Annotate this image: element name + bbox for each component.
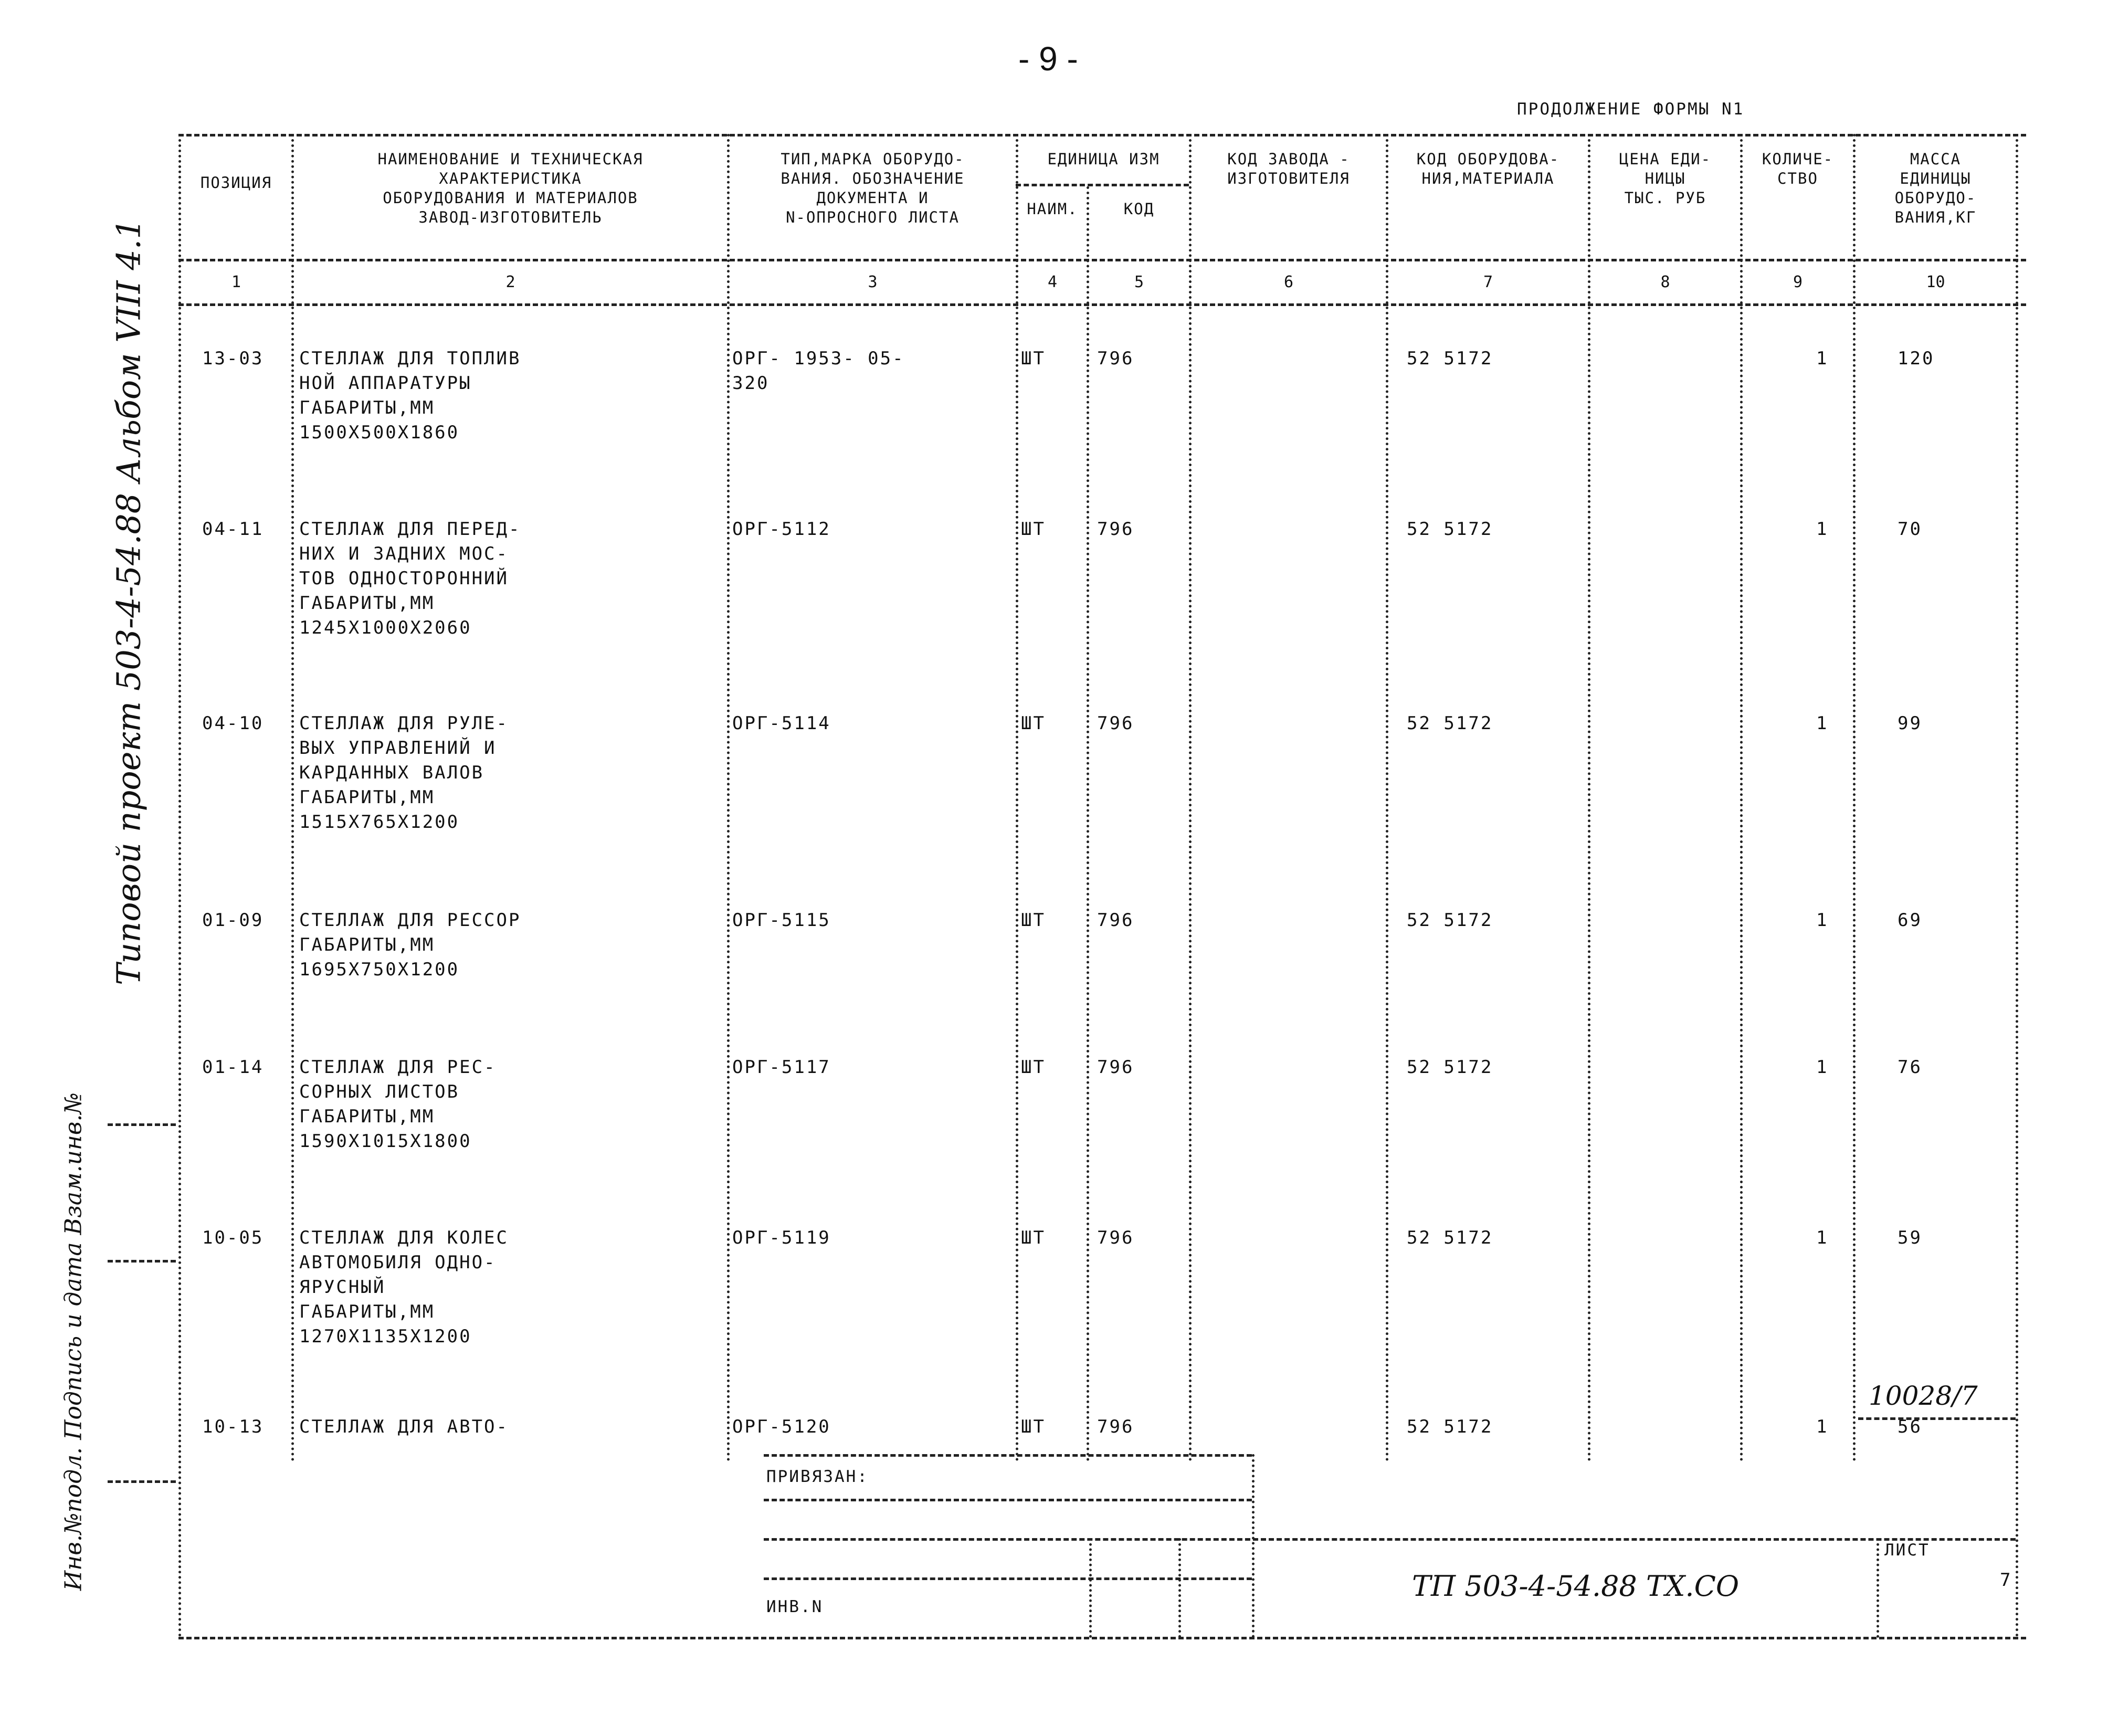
cell-name: СТЕЛЛАЖ ДЛЯ АВТО- xyxy=(299,1416,509,1437)
stamp-divider xyxy=(108,1260,176,1262)
col-border xyxy=(1386,134,1388,1462)
cell-name: СТЕЛЛАЖ ДЛЯ РУЛЕ- ВЫХ УПРАВЛЕНИЙ И КАРДАННЫХ ВАЛОВ ГАБАРИТЫ,ММ 1515X765X1200 xyxy=(299,713,509,833)
unit-subheader-rule xyxy=(1016,184,1189,186)
order-number: 10028/7 xyxy=(1869,1381,1978,1411)
cell-name: СТЕЛЛАЖ ДЛЯ РЕС- СОРНЫХ ЛИСТОВ ГАБАРИТЫ,ММ 1590X1015X1800 xyxy=(299,1057,497,1152)
column-number: 3 xyxy=(868,273,878,291)
cell-equipment-code: 52 5172 xyxy=(1407,519,1493,540)
column-number: 4 xyxy=(1047,273,1058,291)
cell-quantity: 1 xyxy=(1816,519,1829,540)
col-border xyxy=(2016,134,2018,1638)
cell-quantity: 1 xyxy=(1816,910,1829,931)
cell-mass: 99 xyxy=(1898,713,1922,734)
cell-unit-code: 796 xyxy=(1097,713,1134,734)
cell-unit: ШТ xyxy=(1021,1416,1046,1437)
cell-unit: ШТ xyxy=(1021,1057,1046,1078)
sheet-label: ЛИСТ xyxy=(1884,1541,1930,1560)
cell-type: ОРГ- 1953- 05- 320 xyxy=(732,348,905,394)
header-type: ТИП,МАРКА ОБОРУДО- ВАНИЯ. ОБОЗНАЧЕНИЕ ДОКУМЕНТА И N-ОПРОСНОГО ЛИСТА xyxy=(781,150,965,226)
header-unit: ЕДИНИЦА ИЗМ xyxy=(1047,150,1160,168)
header-factory-code: КОД ЗАВОДА - ИЗГОТОВИТЕЛЯ xyxy=(1227,150,1350,187)
document-code: ТП 503-4-54.88 ТХ.СО xyxy=(1412,1570,1740,1603)
header-name: НАИМЕНОВАНИЕ И ТЕХНИЧЕСКАЯ ХАРАКТЕРИСТИКА ОБОРУДОВАНИЯ И МАТЕРИАЛОВ ЗАВОД-ИЗГОТОВИТЕЛЬ xyxy=(377,150,644,226)
col-border xyxy=(1087,186,1089,1462)
title-block-border xyxy=(1252,1454,1255,1638)
cell-quantity: 1 xyxy=(1816,1416,1829,1437)
cell-quantity: 1 xyxy=(1816,713,1829,734)
cell-position: 13-03 xyxy=(202,348,264,369)
title-block-rule xyxy=(764,1454,1252,1457)
title-block-border xyxy=(1089,1538,1092,1638)
column-number: 2 xyxy=(505,273,515,291)
column-number: 8 xyxy=(1660,273,1670,291)
cell-position: 04-11 xyxy=(202,519,264,540)
cell-name: СТЕЛЛАЖ ДЛЯ КОЛЕС АВТОМОБИЛЯ ОДНО- ЯРУСНЫЙ ГАБАРИТЫ,ММ 1270X1135X1200 xyxy=(299,1227,509,1347)
cell-position: 10-13 xyxy=(202,1416,264,1437)
title-block-border xyxy=(1877,1538,1879,1638)
cell-unit: ШТ xyxy=(1021,713,1046,734)
cell-unit: ШТ xyxy=(1021,1227,1046,1248)
cell-name: СТЕЛЛАЖ ДЛЯ ПЕРЕД- НИХ И ЗАДНИХ МОС- ТОВ ОДНОСТОРОННИЙ ГАБАРИТЫ,ММ 1245X1000X2060 xyxy=(299,519,521,638)
rule-header-bottom xyxy=(178,259,2026,261)
cell-unit-code: 796 xyxy=(1097,348,1134,369)
header-unit-code: КОД xyxy=(1123,200,1155,218)
cell-type: ОРГ-5117 xyxy=(732,1057,831,1078)
cell-unit-code: 796 xyxy=(1097,1227,1134,1248)
cell-quantity: 1 xyxy=(1816,1227,1829,1248)
cell-type: ОРГ-5112 xyxy=(732,519,831,540)
cell-equipment-code: 52 5172 xyxy=(1407,348,1493,369)
column-number: 5 xyxy=(1134,273,1144,291)
header-price: ЦЕНА ЕДИ- НИЦЫ ТЫС. РУБ xyxy=(1619,150,1712,207)
cell-equipment-code: 52 5172 xyxy=(1407,1057,1493,1078)
sheet-number: 7 xyxy=(2000,1570,2011,1591)
column-number: 9 xyxy=(1793,273,1803,291)
cell-unit-code: 796 xyxy=(1097,519,1134,540)
cell-type: ОРГ-5119 xyxy=(732,1227,831,1248)
side-caption-area xyxy=(102,218,148,985)
cell-type: ОРГ-5114 xyxy=(732,713,831,734)
cell-mass: 70 xyxy=(1898,519,1922,540)
title-block-rule xyxy=(764,1499,1252,1501)
col-border xyxy=(1853,134,1856,1462)
cell-position: 01-14 xyxy=(202,1057,264,1078)
col-border xyxy=(1189,134,1192,1462)
inventory-label: ИНВ.N xyxy=(766,1597,824,1616)
rule-numbers-bottom xyxy=(178,303,2026,306)
col-border xyxy=(291,134,294,1462)
cell-unit: ШТ xyxy=(1021,910,1046,931)
cell-position: 10-05 xyxy=(202,1227,264,1248)
cell-mass: 76 xyxy=(1898,1057,1922,1078)
cell-equipment-code: 52 5172 xyxy=(1407,713,1493,734)
stamp-divider xyxy=(108,1480,176,1483)
cell-unit: ШТ xyxy=(1021,348,1046,369)
column-number: 7 xyxy=(1483,273,1493,291)
title-block-border xyxy=(1178,1538,1181,1638)
binding-label: ПРИВЯЗАН: xyxy=(766,1467,869,1486)
form-continuation-label: ПРОДОЛЖЕНИЕ ФОРМЫ N1 xyxy=(1517,100,1745,119)
cell-equipment-code: 52 5172 xyxy=(1407,1416,1493,1437)
page-number: - 9 - xyxy=(1018,40,1078,78)
side-caption: Типовой проект 503-4-54.88 Альбом VIII 4.1 xyxy=(109,218,148,985)
header-equipment-code: КОД ОБОРУДОВА- НИЯ,МАТЕРИАЛА xyxy=(1416,150,1560,187)
col-border xyxy=(1016,134,1018,1462)
cell-quantity: 1 xyxy=(1816,1057,1829,1078)
cell-equipment-code: 52 5172 xyxy=(1407,910,1493,931)
cell-mass: 120 xyxy=(1898,348,1935,369)
cell-unit-code: 796 xyxy=(1097,1057,1134,1078)
rule-top xyxy=(178,134,2026,136)
cell-position: 04-10 xyxy=(202,713,264,734)
cell-name: СТЕЛЛАЖ ДЛЯ ТОПЛИВ НОЙ АППАРАТУРЫ ГАБАРИТЫ,ММ 1500X500X1860 xyxy=(299,348,521,443)
cell-quantity: 1 xyxy=(1816,348,1829,369)
rule-bottom xyxy=(178,1637,2026,1639)
cell-mass: 69 xyxy=(1898,910,1922,931)
header-unit-name: НАИМ. xyxy=(1027,200,1078,218)
cell-unit-code: 796 xyxy=(1097,910,1134,931)
header-mass: МАССА ЕДИНИЦЫ ОБОРУДО- ВАНИЯ,КГ xyxy=(1894,150,1977,226)
col-border xyxy=(727,134,730,1462)
cell-type: ОРГ-5115 xyxy=(732,910,831,931)
col-border xyxy=(1740,134,1743,1462)
header-position: ПОЗИЦИЯ xyxy=(200,174,272,192)
col-border xyxy=(1588,134,1590,1462)
cell-unit: ШТ xyxy=(1021,519,1046,540)
cell-equipment-code: 52 5172 xyxy=(1407,1227,1493,1248)
cell-mass: 59 xyxy=(1898,1227,1922,1248)
title-block-rule xyxy=(764,1538,2016,1541)
stamp-caption: Инв.№подл. Подпись и дата Взам.инв.№ xyxy=(60,1092,87,1591)
column-number: 10 xyxy=(1926,273,1945,291)
title-block-rule xyxy=(1858,1417,2016,1420)
cell-mass: 56 xyxy=(1898,1416,1922,1437)
header-quantity: КОЛИЧЕ- СТВО xyxy=(1762,150,1834,187)
cell-type: ОРГ-5120 xyxy=(732,1416,831,1437)
cell-position: 01-09 xyxy=(202,910,264,931)
col-border xyxy=(178,134,181,1638)
stamp-divider xyxy=(108,1123,176,1126)
column-number: 6 xyxy=(1283,273,1294,291)
cell-unit-code: 796 xyxy=(1097,1416,1134,1437)
column-number: 1 xyxy=(231,273,241,291)
cell-name: СТЕЛЛАЖ ДЛЯ РЕССОР ГАБАРИТЫ,ММ 1695X750X1200 xyxy=(299,910,521,980)
